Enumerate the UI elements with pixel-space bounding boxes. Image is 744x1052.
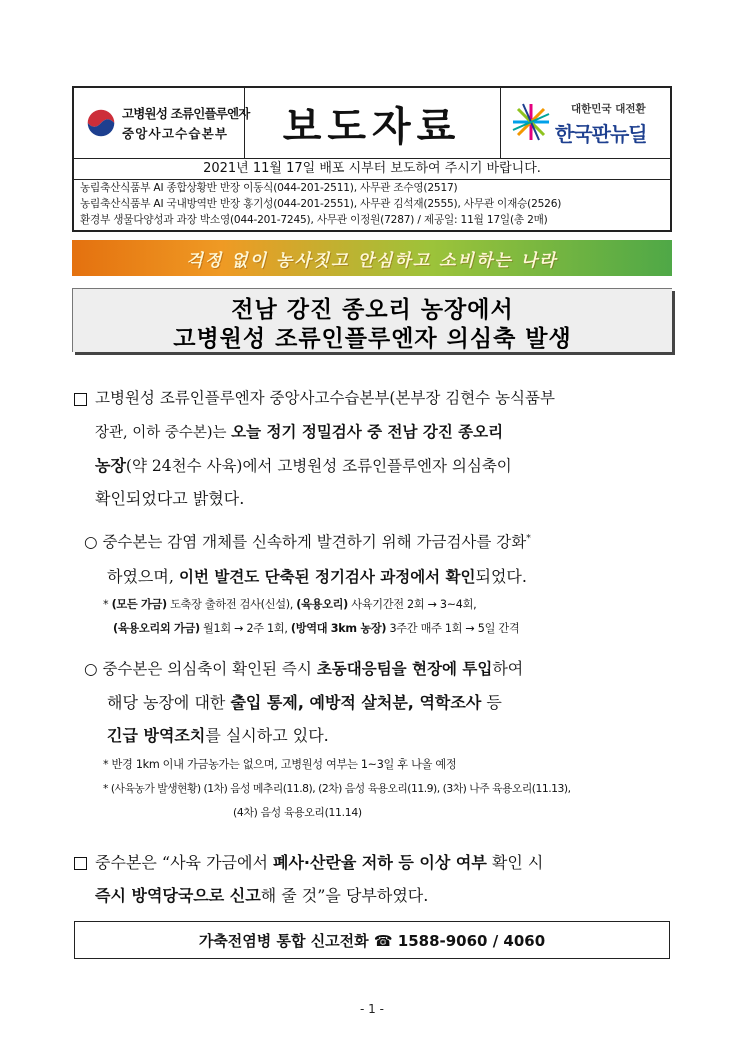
paragraph-1-line-1: 고병원성 조류인플루엔자 중앙사고수습본부(본부장 김현수 농식품부	[74, 386, 555, 408]
paragraph-2-line-1: 중수본은 “사육 가금에서 폐사·산란율 저하 등 이상 여부 확인 시	[74, 850, 543, 873]
press-release-header	[72, 86, 672, 232]
bullet-2-line-2: 해당 농장에 대한 출입 통제, 예방적 살처분, 역학조사 등	[107, 693, 502, 712]
report-hotline-box	[74, 921, 670, 959]
bullet-2-note-3: (4차) 음성 육용오리(11.14)	[233, 806, 362, 819]
report-hotline-text: 가축전염병 통합 신고전화 ☎ 1588-9060 / 4060	[198, 931, 546, 950]
checkbox-bullet-icon	[74, 393, 87, 406]
bullet-2-line-3: 긴급 방역조치를 실시하고 있다.	[107, 726, 329, 745]
paragraph-1-line-3: 농장(약 24천수 사육)에서 고병원성 조류인플루엔자 의심축이	[95, 456, 512, 475]
new-deal-name: 한국판뉴딜	[555, 122, 647, 146]
bullet-1-line-2: 하였으며, 이번 발견도 단축된 정기검사 과정에서 확인되었다.	[107, 567, 527, 586]
checkbox-bullet-icon	[74, 857, 87, 870]
headline-box	[72, 288, 672, 352]
bullet-1-note-1: * (모든 가금) 도축장 출하전 검사(신설), (육용오리) 사육기간전 2회 → 3~4회,	[103, 598, 477, 611]
new-deal-tagline: 대한민국 대전환	[571, 103, 646, 115]
headline-line-2: 고병원성 조류인플루엔자 의심축 발생	[173, 326, 572, 352]
paragraph-1-line-2: 장관, 이하 중수본)는 오늘 정기 정밀검사 중 전남 강진 종오리	[95, 423, 504, 441]
bullet-2-note-2: * (사육농가 발생현황) (1차) 음성 메추리(11.8), (2차) 음성 육용오리(11.9), (3차) 나주 육용오리(11.13),	[103, 782, 571, 795]
bullet-2-note-1: * 반경 1km 이내 가금농가는 없으며, 고병원성 여부는 1~3일 후 나올 예정	[103, 758, 457, 771]
contact-line-2: 농림축산식품부 AI 국내방역반 반장 홍기성(044-201-2551), 사무관 김석재(2555), 사무관 이재승(2526)	[80, 198, 562, 210]
slogan-banner	[72, 240, 672, 276]
new-deal-logo-icon	[509, 100, 553, 144]
headline-line-1: 전남 강진 종오리 농장에서	[231, 297, 514, 323]
contact-line-3: 환경부 생물다양성과 과장 박소영(044-201-7245), 사무관 이정원(7287) / 제공일: 11월 17일(총 2매)	[80, 214, 548, 226]
hq-name-line2: 중앙사고수습본부	[122, 126, 229, 141]
page-number: - 1 -	[360, 1002, 384, 1016]
bullet-1-line-1: ○ 중수본는 감염 개체를 신속하게 발견하기 위해 가금검사를 강화*	[84, 533, 531, 551]
hq-logo-cell	[74, 88, 250, 158]
bullet-1-note-2: (육용오리외 가금) 월1회 → 2주 1회, (방역대 3km 농장) 3주간 매주 1회 → 5일 간격	[113, 622, 520, 635]
contact-line-1: 농림축산식품부 AI 종합상황반 반장 이동식(044-201-2511), 사무관 조수영(2517)	[80, 182, 458, 194]
press-title: 보도자료	[282, 103, 462, 150]
release-notice: 2021년 11월 17일 배포 시부터 보도하여 주시기 바랍니다.	[74, 159, 670, 180]
paragraph-2-line-2: 즉시 방역당국으로 신고해 줄 것”을 당부하였다.	[95, 886, 429, 905]
header-top-row	[74, 88, 670, 159]
korea-government-emblem-icon	[82, 104, 120, 142]
slogan-text: 걱정 없이 농사짓고 안심하고 소비하는 나라	[186, 250, 558, 271]
bullet-2-line-1: ○ 중수본은 의심축이 확인된 즉시 초동대응팀을 현장에 투입하여	[84, 659, 524, 678]
new-deal-logo-cell	[500, 88, 671, 158]
press-title-cell	[245, 88, 499, 158]
paragraph-1-line-4: 확인되었다고 밝혔다.	[95, 489, 245, 508]
hq-name-line1: 고병원성 조류인플루엔자	[122, 106, 250, 121]
